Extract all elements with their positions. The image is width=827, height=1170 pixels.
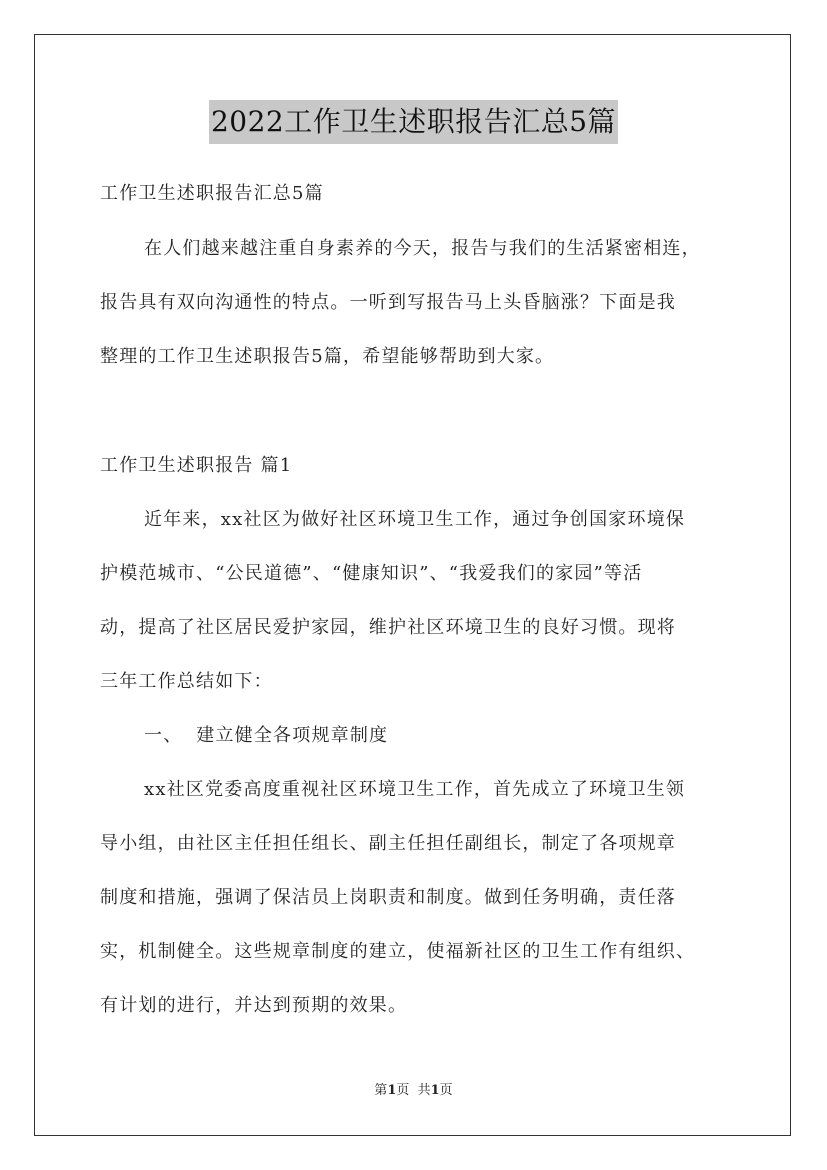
footer-suffix: 页	[439, 1083, 453, 1098]
subtitle-line: 工作卫生述职报告汇总5篇	[100, 183, 324, 204]
paragraph-line: 制度和措施，强调了保洁员上岗职责和制度。做到任务明确，责任落	[100, 887, 676, 908]
title-text: 2022工作卫生述职报告汇总5篇	[209, 100, 618, 144]
footer-prefix: 第	[374, 1083, 388, 1098]
footer-page-total: 1	[430, 1083, 440, 1098]
footer-mid: 页 共	[396, 1083, 431, 1098]
page-footer	[0, 1082, 827, 1100]
footer-page-number: 1	[387, 1083, 397, 1098]
section-heading: 工作卫生述职报告 篇1	[100, 455, 293, 476]
paragraph-line: 护模范城市、“公民道德”、“健康知识”、“我爱我们的家园”等活	[100, 563, 643, 584]
paragraph-line: 有计划的进行，并达到预期的效果。	[100, 995, 408, 1016]
subsection-heading: 一、 建立健全各项规章制度	[144, 725, 389, 746]
paragraph-line: 实，机制健全。这些规章制度的建立，使福新社区的卫生工作有组织、	[100, 941, 696, 962]
paragraph-line: 整理的工作卫生述职报告5篇，希望能够帮助到大家。	[100, 346, 555, 367]
paragraph-line: 报告具有双向沟通性的特点。一听到写报告马上头昏脑涨？下面是我	[100, 292, 676, 313]
paragraph-line: xx社区党委高度重视社区环境卫生工作，首先成立了环境卫生领	[144, 779, 686, 800]
paragraph-line: 导小组，由社区主任担任组长、副主任担任副组长，制定了各项规章	[100, 833, 676, 854]
paragraph-line: 动，提高了社区居民爱护家园，维护社区环境卫生的良好习惯。现将	[100, 617, 676, 638]
paragraph-line: 三年工作总结如下：	[100, 671, 273, 692]
paragraph-line: 近年来，xx社区为做好社区环境卫生工作，通过争创国家环境保	[144, 509, 686, 530]
document-title	[0, 100, 827, 144]
paragraph-line: 在人们越来越注重自身素养的今天，报告与我们的生活紧密相连，	[144, 238, 701, 259]
